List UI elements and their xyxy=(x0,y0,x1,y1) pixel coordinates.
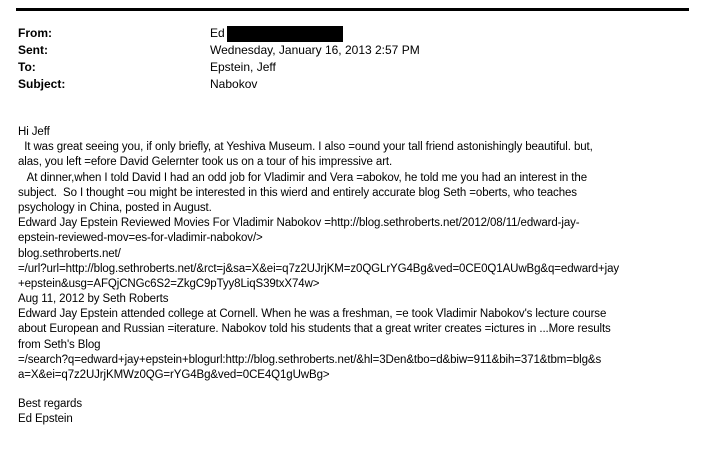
from-value xyxy=(210,25,343,42)
body-line: epstein-reviewed-mov=es-for-vladimir-nabokov/> xyxy=(18,232,263,245)
body-line: Aug 11, 2012 by Seth Roberts xyxy=(18,293,169,306)
body-line: Edward Jay Epstein Reviewed Movies For Vladimir Nabokov =http://blog.sethroberts.net/2012/08/11/edward-jay- xyxy=(18,217,580,230)
email-header xyxy=(18,25,698,93)
body-line: about European and Russian =iterature. Nabokov told his students that a great writer creates =ictures in ...More results xyxy=(18,323,611,336)
email-body xyxy=(18,125,708,428)
body-line: psychology in China, posted in August. xyxy=(18,201,212,214)
subject-row xyxy=(18,76,698,93)
closing: Best regards xyxy=(18,398,82,411)
top-divider xyxy=(16,8,689,11)
to-label: To: xyxy=(18,60,36,74)
from-row xyxy=(18,25,698,42)
greeting: Hi Jeff xyxy=(18,126,50,138)
body-line: =/search?q=edward+jay+epstein+blogurl:http://blog.sethroberts.net/&hl=3Den&tbo=d&biw=911&bih=371&tbm=blg&s xyxy=(18,353,602,366)
body-line: alas, you left =efore David Gelernter took us on a tour of his impressive art. xyxy=(18,156,393,169)
from-name: Ed xyxy=(210,26,225,40)
sent-value: Wednesday, January 16, 2013 2:57 PM xyxy=(210,43,420,57)
from-label: From: xyxy=(18,26,52,40)
paragraph-gap xyxy=(18,383,708,397)
sent-label: Sent: xyxy=(18,43,48,57)
to-value: Epstein, Jeff xyxy=(210,60,276,74)
sent-row xyxy=(18,42,698,59)
body-line: At dinner,when I told David I had an odd job for Vladimir and Vera =abokov, he told me you had an interest in the xyxy=(18,171,587,184)
body-line: blog.sethroberts.net/ xyxy=(18,247,121,260)
subject-value: Nabokov xyxy=(210,77,258,91)
body-line: +epstein&usg=AFQjCNGc6S2=ZkgC9pTyy8LiqS39txX74w> xyxy=(18,277,320,290)
redaction-bar xyxy=(227,26,343,42)
body-line: subject. So I thought =ou might be interested in this wierd and entirely accurate blog Seth =oberts, who teaches xyxy=(18,186,577,199)
subject-label: Subject: xyxy=(18,77,66,91)
body-line: a=X&ei=q7z2UJrjKMWz0QG=rYG4Bg&ved=0CE4Q1gUwBg> xyxy=(18,369,330,381)
signature: Ed Epstein xyxy=(18,413,73,426)
body-line: from Seth's Blog xyxy=(18,338,101,351)
body-line: =/url?url=http://blog.sethroberts.net/&rct=j&sa=X&ei=q7z2UJrjKM=z0QGLrYG4Bg&ved=0CE0Q1AUwBg&q=edward+jay xyxy=(18,262,620,275)
body-line: It was great seeing you, if only briefly, at Yeshiva Museum. I also =ound your tall friend astonishingly beautiful. but, xyxy=(18,141,593,154)
body-line: Edward Jay Epstein attended college at Cornell. When he was a freshman, =e took Vladimir Nabokov's lecture course xyxy=(18,308,607,321)
to-row xyxy=(18,59,698,76)
